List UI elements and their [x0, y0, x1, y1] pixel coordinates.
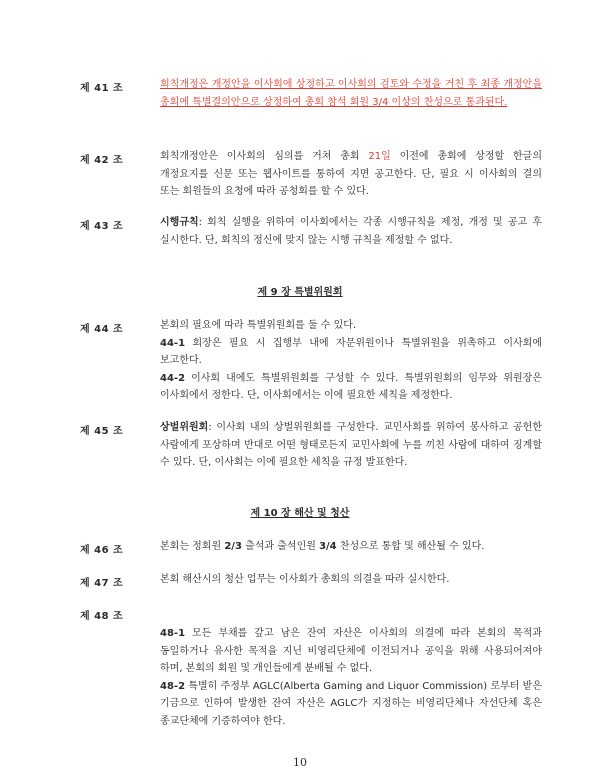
article-41-label: 제 41 조 — [80, 83, 124, 94]
article-45-title: 상벌위원회 — [160, 422, 209, 433]
article-46-text-part: 본회는 정회원 — [160, 541, 225, 552]
article-44-2-text: 이사회 내에도 특별위원회를 구성할 수 있다. 특별위원회의 임무와 위원장은 이사회에서 정한다. 단, 이사회에서는 이에 필요한 세칙을 제정한다. — [160, 372, 542, 401]
article-43-text-part: : 회칙 실행을 위하여 이사회에서는 각종 시행규칙을 제정, 개정 및 공고 후 실시한다. 단, 회칙의 정신에 맞지 않는 시행 규칙을 제정할 수 없다. — [160, 217, 542, 246]
article-44-1 — [160, 335, 542, 370]
article-43-label: 제 43 조 — [80, 221, 124, 232]
article-47-label: 제 47 조 — [80, 578, 124, 589]
chapter-10-heading: 제 10 장 해산 및 청산 — [250, 508, 350, 519]
article-46-text-part: 출석과 출석인원 — [241, 541, 320, 552]
article-48-1 — [160, 625, 542, 678]
article-48-2-number: 48-2 — [160, 680, 186, 692]
article-48-2 — [160, 678, 542, 731]
article-48-1-number: 48-1 — [160, 628, 186, 639]
article-46-text — [160, 538, 542, 556]
article-42-text — [160, 148, 542, 201]
article-44-intro: 본회의 필요에 따라 특별위원회를 둘 수 있다. — [160, 320, 357, 331]
article-48-2-text-part: 특별히 주정부 — [185, 680, 253, 692]
article-48-2-organization-short: AGLC — [330, 698, 358, 709]
article-48-2-organization: AGLC(Alberta Gaming and Liquor Commission) — [252, 680, 488, 692]
article-44-text — [160, 317, 542, 405]
article-42-text-part: 이전에 총회에 상정할 한글의 개정요지를 신문 또는 웹사이트를 통하여 지면 공고한다. 단, 필요 시 이사회의 결의 또는 회원들의 요청에 따라 공청회를 할 수 있다. — [160, 151, 542, 197]
article-46-quorum: 2/3 — [224, 541, 242, 552]
article-44-1-number: 44-1 — [160, 337, 186, 349]
article-45-label: 제 45 조 — [80, 426, 124, 437]
article-48-1-text: 모든 부채를 갚고 남은 잔여 자산은 이사회의 의결에 따라 본회의 목적과 동일하거나 유사한 목적을 지닌 비영리단체에 이전되거나 공익을 위해 사용되어져야 하며, 본회의 회원 및 개인들에게 분배될 수 없다. — [160, 628, 542, 674]
article-44-2 — [160, 370, 542, 405]
article-44-1-text: 회장은 필요 시 집행부 내에 자문위원이나 특별위원을 위촉하고 이사회에 보고한다. — [160, 337, 542, 366]
chapter-9-heading: 제 9 장 특별위원회 — [257, 287, 343, 298]
article-48-label: 제 48 조 — [80, 611, 124, 622]
article-45-text — [160, 419, 542, 472]
article-47-text: 본회 해산시의 청산 업무는 이사회가 총회의 의결을 따라 실시한다. — [160, 574, 450, 585]
article-48-2-text-part: 가 지정하는 비영리단체나 자선단체 혹은 종교단체에 기증하여야 한다. — [160, 698, 542, 727]
article-42-text-part: 회칙개정안은 이사회의 심의를 거쳐 총회 — [160, 151, 369, 162]
article-46-label: 제 46 조 — [80, 545, 124, 556]
article-44-2-number: 44-2 — [160, 372, 186, 384]
article-43-text — [160, 214, 542, 249]
article-44-label: 제 44 조 — [80, 324, 124, 335]
article-45-text-part: : 이사회 내의 상벌위원회를 구성한다. 교민사회를 위하여 봉사하고 공헌한 사람에게 포상하며 반대로 어떤 형태로든지 교민사회에 누를 끼친 사람에 대하여 징계할 수 있다. 단, 이사회는 이에 필요한 세칙을 규정 발표한다. — [160, 422, 542, 468]
article-48-2-text-part: 로부터 받은 기금으로 인하여 발생한 잔여 자산은 — [160, 680, 542, 709]
article-48-text — [160, 625, 542, 730]
article-46-text-part: 찬성으로 통합 및 해산될 수 있다. — [336, 541, 485, 552]
article-43-title: 시행규칙 — [160, 217, 199, 228]
page-number: 10 — [293, 756, 307, 769]
article-46-majority: 3/4 — [319, 541, 337, 552]
article-42-days: 21일 — [368, 151, 391, 162]
article-42-label: 제 42 조 — [80, 155, 124, 166]
article-41-text: 회칙개정은 개정안을 이사회에 상정하고 이사회의 검토와 수정을 거친 후 최종 개정안을 총회에 특별결의안으로 상정하여 총회 참석 회원 3/4 이상의 찬성으로 통과된다. — [160, 79, 542, 108]
